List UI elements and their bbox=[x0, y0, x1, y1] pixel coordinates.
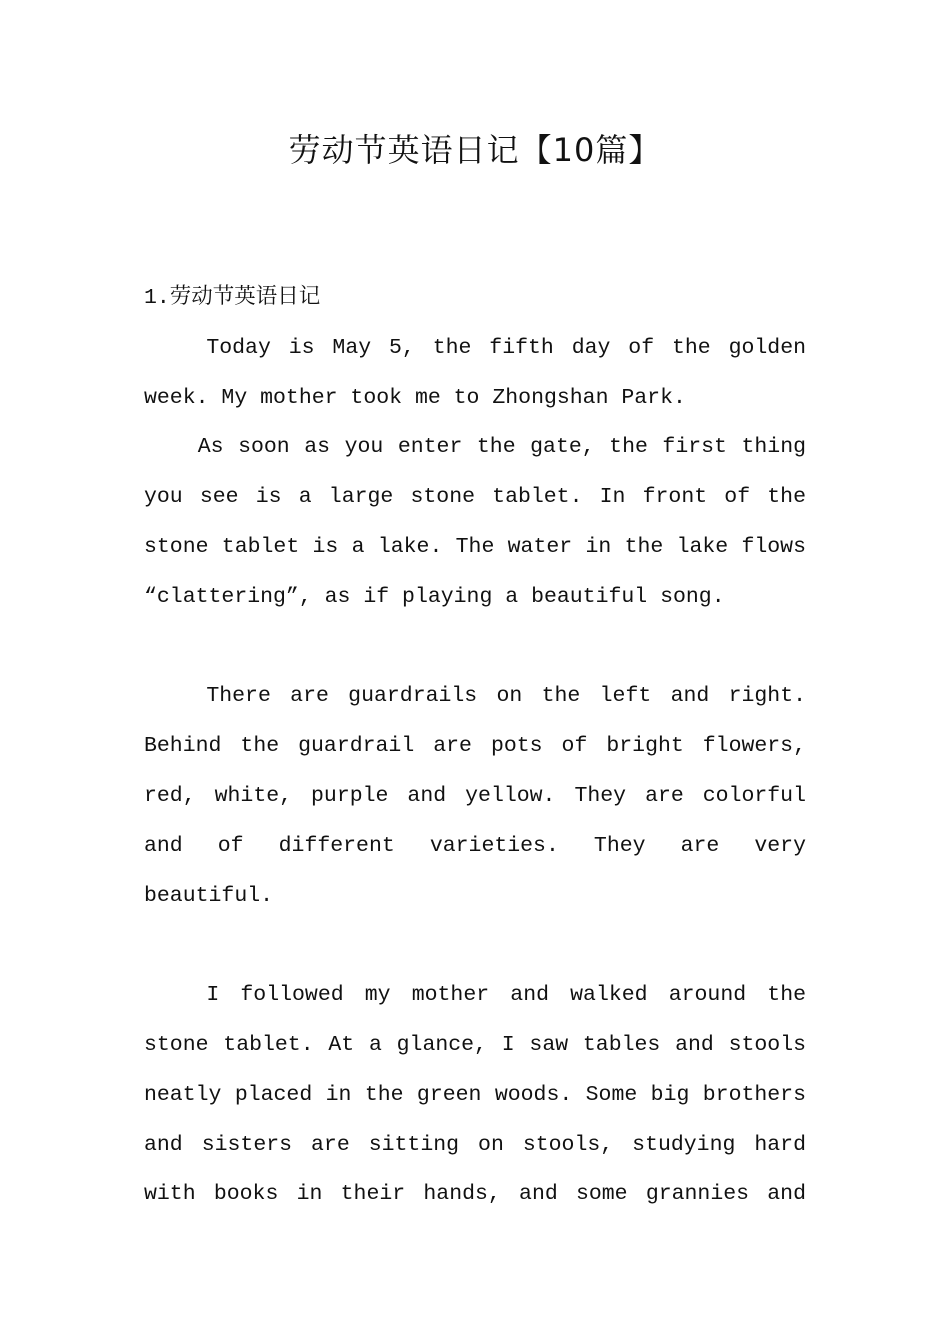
paragraph-1: Today is May 5, the fifth day of the golden week. My mother took me to Zhongshan Park. bbox=[144, 335, 806, 410]
paragraph-4: I followed my mother and walked around the stone tablet. At a glance, I saw tables and stools neatly placed in the green woods. Some big brothers and sisters are sitting on stools, studying hard with books in their hands, and some grannies and bbox=[144, 983, 806, 1207]
document-body bbox=[144, 274, 806, 1220]
paragraph-spacer bbox=[144, 921, 806, 971]
document-title: 劳动节英语日记【10篇】 bbox=[288, 131, 662, 169]
paragraph-3: There are guardrails on the left and right. Behind the guardrail are pots of bright flowers, red, white, purple and yellow. They are colorful and of different varieties. They are very beautiful. bbox=[144, 684, 806, 908]
paragraph-spacer bbox=[144, 623, 806, 673]
paragraph-2: As soon as you enter the gate, the first thing you see is a large stone tablet. In front of the stone tablet is a lake. The water in the lake flows “clattering”, as if playing a beautiful song. bbox=[144, 435, 806, 609]
section-heading: 1.劳动节英语日记 bbox=[144, 286, 321, 310]
